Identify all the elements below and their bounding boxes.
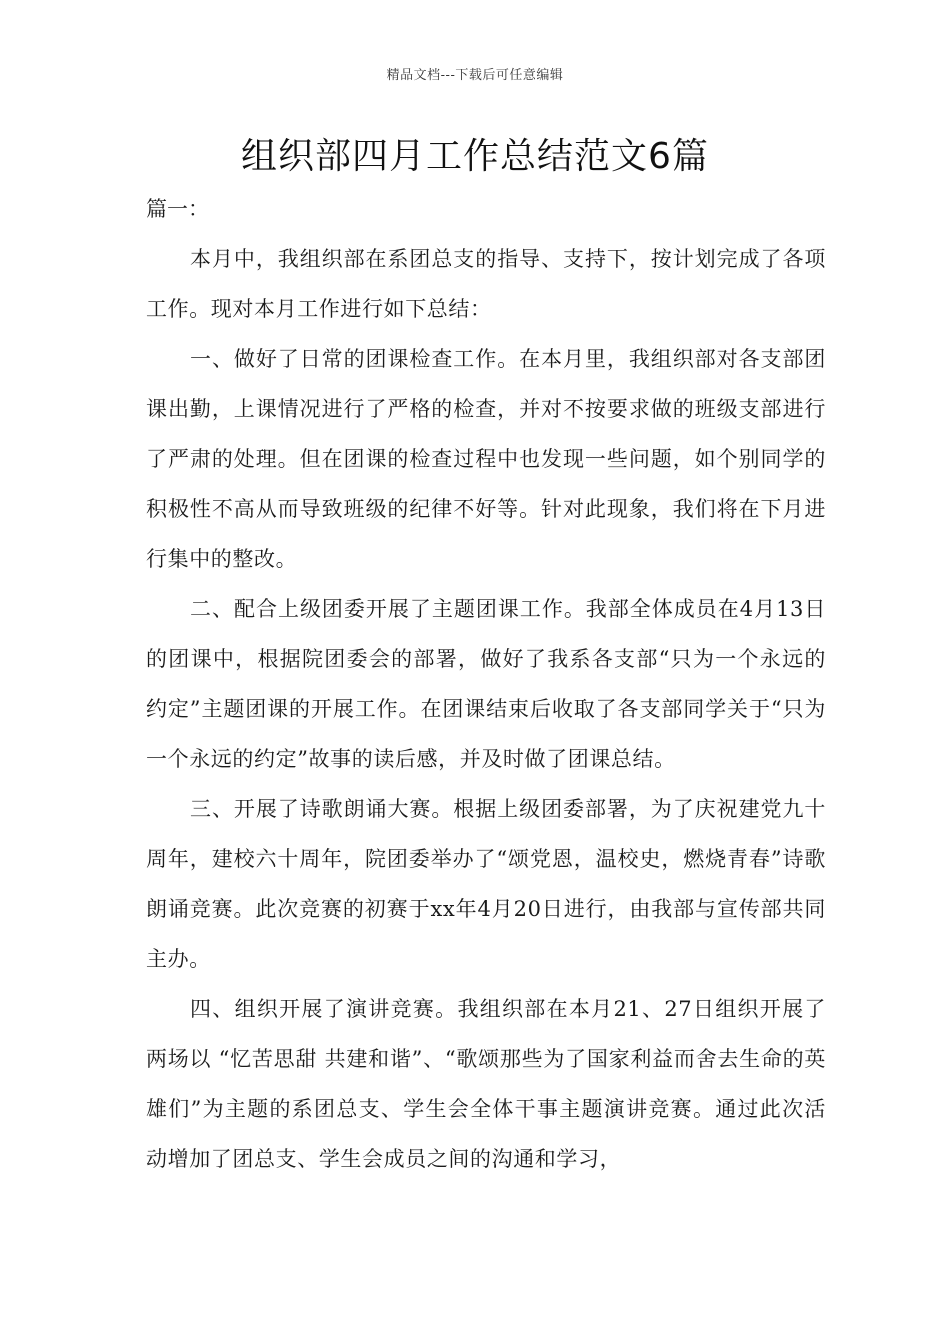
document-body	[146, 184, 826, 1184]
document-title: 组织部四月工作总结范文6篇	[241, 136, 709, 177]
paragraph-item-1: 一、做好了日常的团课检查工作。在本月里，我组织部对各支部团课出勤，上课情况进行了严格的检查，并对不按要求做的班级支部进行了严肃的处理。但在团课的检查过程中也发现一些问题，如个别同学的积极性不高从而导致班级的纪律不好等。针对此现象，我们将在下月进行集中的整改。	[146, 347, 826, 571]
paragraph-intro: 本月中，我组织部在系团总支的指导、支持下，按计划完成了各项工作。现对本月工作进行如下总结：	[146, 247, 826, 321]
paragraph-item-3: 三、开展了诗歌朗诵大赛。根据上级团委部署，为了庆祝建党九十周年，建校六十周年，院团委举办了“颂党恩，温校史，燃烧青春”诗歌朗诵竞赛。此次竞赛的初赛于xx年4月20日进行，由我部与宣传部共同主办。	[146, 797, 826, 971]
paragraph-item-4: 四、组织开展了演讲竞赛。我组织部在本月21、27日组织开展了两场以 “忆苦思甜 共建和谐”、“歌颂那些为了国家利益而舍去生命的英雄们”为主题的系团总支、学生会全体干事主题演讲竞赛。通过此次活动增加了团总支、学生会成员之间的沟通和学习，	[146, 997, 826, 1171]
section-label: 篇一：	[146, 197, 209, 221]
paragraph-item-2: 二、配合上级团委开展了主题团课工作。我部全体成员在4月13日的团课中，根据院团委会的部署，做好了我系各支部“只为一个永远的约定”主题团课的开展工作。在团课结束后收取了各支部同学关于“只为一个永远的约定”故事的读后感，并及时做了团课总结。	[146, 597, 826, 771]
header-note: 精品文档---下载后可任意编辑	[386, 68, 564, 83]
